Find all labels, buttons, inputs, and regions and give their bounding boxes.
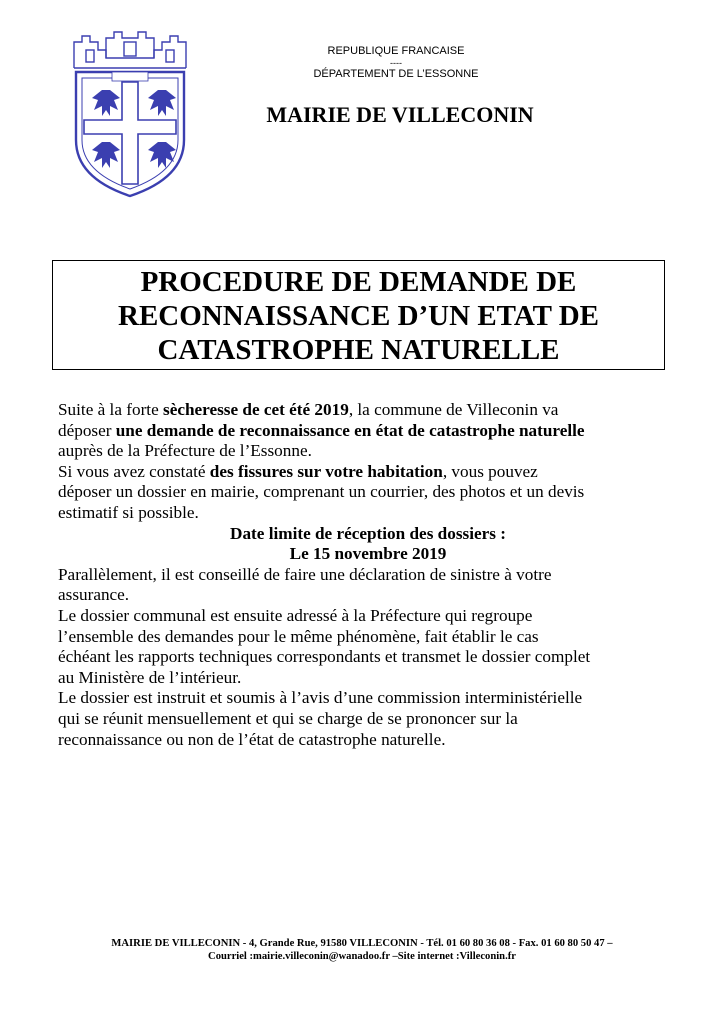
- title-line-3: CATASTROPHE NATURELLE: [157, 334, 560, 366]
- footer-contact: [40, 937, 684, 963]
- body-line: [58, 462, 678, 483]
- coat-of-arms: [62, 28, 198, 200]
- text-bold: des fissures sur votre habitation: [209, 461, 443, 481]
- body-line: échéant les rapports techniques correspondants et transmet le dossier complet: [58, 647, 591, 667]
- body-line: auprès de la Préfecture de l’Essonne.: [58, 441, 312, 461]
- body-line: au Ministère de l’intérieur.: [58, 667, 242, 687]
- text-span: Suite à la forte: [58, 400, 163, 419]
- notice-body: [58, 400, 678, 750]
- body-line: [58, 421, 678, 442]
- header: [226, 44, 566, 82]
- body-line: reconnaissance ou non de l’état de catastrophe naturelle.: [58, 729, 446, 749]
- body-line: qui se réunit mensuellement et qui se charge de se prononcer sur la: [58, 708, 518, 728]
- body-line: Le dossier est instruit et soumis à l’avis d’une commission interministérielle: [58, 688, 583, 708]
- deadline-date: Le 15 novembre 2019: [289, 544, 447, 564]
- text-bold: une demande de reconnaissance en état de catastrophe naturelle: [115, 420, 585, 440]
- text-span: déposer: [58, 420, 116, 440]
- republic-label: REPUBLIQUE FRANCAISE: [327, 45, 465, 57]
- body-line: l’ensemble des demandes pour le même phénomène, fait établir le cas: [58, 626, 539, 646]
- text-span: , vous pouvez: [442, 461, 538, 481]
- text-span: , la commune de Villeconin va: [348, 400, 559, 419]
- department-label: DÉPARTEMENT DE L’ESSONNE: [313, 68, 479, 80]
- footer-address-line: MAIRIE DE VILLECONIN - 4, Grande Rue, 91580 VILLECONIN - Tél. 01 60 80 36 08 - Fax. 01 60 80 50 47 –: [111, 938, 613, 949]
- footer-email-line: Courriel :mairie.villeconin@wanadoo.fr –Site internet :Villeconin.fr: [208, 951, 516, 962]
- title-line-2: RECONNAISSANCE D’UN ETAT DE: [118, 300, 599, 332]
- body-line: Parallèlement, il est conseillé de faire une déclaration de sinistre à votre: [58, 564, 552, 584]
- header-separator: ----: [390, 58, 402, 68]
- text-span: Si vous avez constaté: [58, 461, 210, 481]
- deadline-label: Date limite de réception des dossiers :: [230, 523, 506, 543]
- body-line: Le dossier communal est ensuite adressé à la Préfecture qui regroupe: [58, 605, 533, 625]
- procedure-title-box: [52, 260, 665, 370]
- body-line: estimatif si possible.: [58, 502, 199, 522]
- body-line: déposer un dossier en mairie, comprenant un courrier, des photos et un devis: [58, 482, 585, 502]
- mairie-title: MAIRIE DE VILLECONIN: [266, 102, 534, 127]
- title-line-1: PROCEDURE DE DEMANDE DE: [140, 266, 577, 298]
- text-bold: sècheresse de cet été 2019: [163, 400, 349, 419]
- body-line: [58, 400, 678, 421]
- body-line: assurance.: [58, 585, 130, 605]
